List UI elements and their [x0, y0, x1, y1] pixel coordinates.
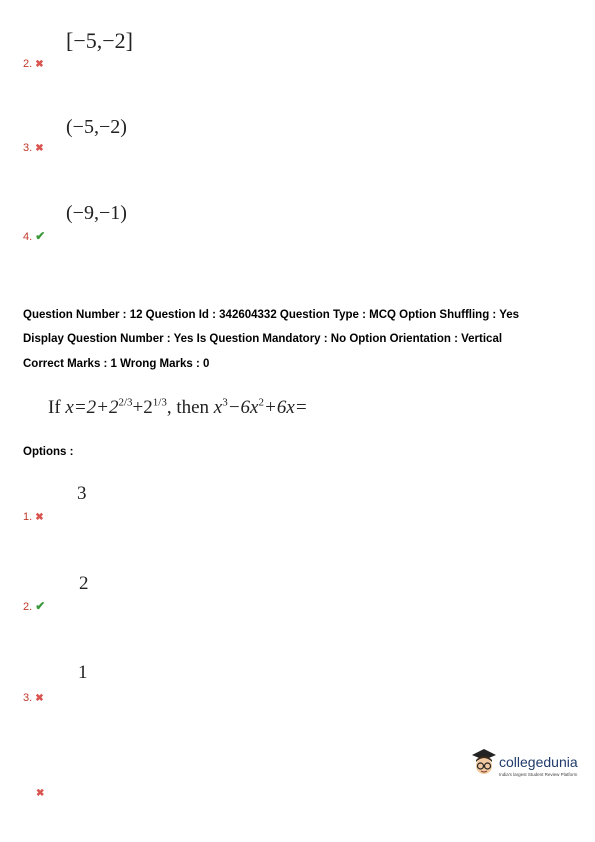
eq-tail: +6x=: [264, 397, 308, 418]
option-2-number: [23, 599, 45, 613]
logo-tagline: India's largest Student Review Platform: [499, 772, 578, 777]
option-number: 3.: [23, 692, 33, 704]
options-label: Options :: [23, 446, 74, 458]
option-1-number: [23, 511, 44, 523]
wrong-mark-icon: ✖: [36, 788, 45, 799]
question-meta-line-1: Question Number : 12 Question Id : 342604332 Question Type : MCQ Option Shuffling : Yes: [23, 309, 520, 321]
option-4-number: [36, 787, 44, 799]
eq-if: If: [48, 397, 61, 418]
eq-lhs: x=2+2: [65, 397, 119, 418]
option-3-math: 1: [78, 662, 88, 683]
wrong-mark-icon: ✖: [35, 512, 44, 523]
eq-exp1: 2/3: [118, 396, 133, 409]
correct-check-icon: ✔: [35, 229, 46, 243]
option-1-math: 3: [77, 483, 87, 504]
question-meta-line-3: Correct Marks : 1 Wrong Marks : 0: [23, 358, 210, 370]
eq-exp2: 1/3: [152, 396, 167, 409]
question-equation: [48, 397, 308, 419]
eq-then: , then: [166, 397, 210, 418]
logo-name: collegedunia: [499, 754, 578, 770]
wrong-mark-icon: ✖: [35, 59, 44, 70]
prev-option-1-math: [−5,−2]: [66, 28, 133, 53]
option-2-math: 2: [79, 573, 89, 594]
eq-plus: +2: [132, 397, 153, 418]
wrong-mark-icon: ✖: [35, 143, 44, 154]
eq-minus: −6x: [227, 397, 259, 418]
prev-option-2-number: [23, 58, 44, 70]
option-number: 4.: [23, 231, 33, 243]
prev-option-3-math: (−9,−1): [66, 202, 127, 224]
option-number: 3.: [23, 142, 33, 154]
option-number: 2.: [23, 601, 33, 613]
prev-option-3-number: [23, 142, 44, 154]
prev-option-4-number: [23, 229, 45, 243]
option-number: 2.: [23, 58, 33, 70]
eq-cube: 3: [222, 396, 228, 409]
eq-x: x: [213, 397, 223, 418]
option-number: 1.: [23, 511, 33, 523]
collegedunia-logo: [470, 748, 580, 780]
question-meta-line-2: Display Question Number : Yes Is Question Mandatory : No Option Orientation : Vertical: [23, 333, 503, 345]
wrong-mark-icon: ✖: [35, 693, 44, 704]
graduate-mascot-icon: [470, 748, 498, 778]
eq-sq: 2: [258, 396, 264, 409]
correct-check-icon: ✔: [35, 599, 46, 613]
prev-option-2-math: (−5,−2): [66, 116, 127, 138]
option-3-number: [23, 692, 44, 704]
